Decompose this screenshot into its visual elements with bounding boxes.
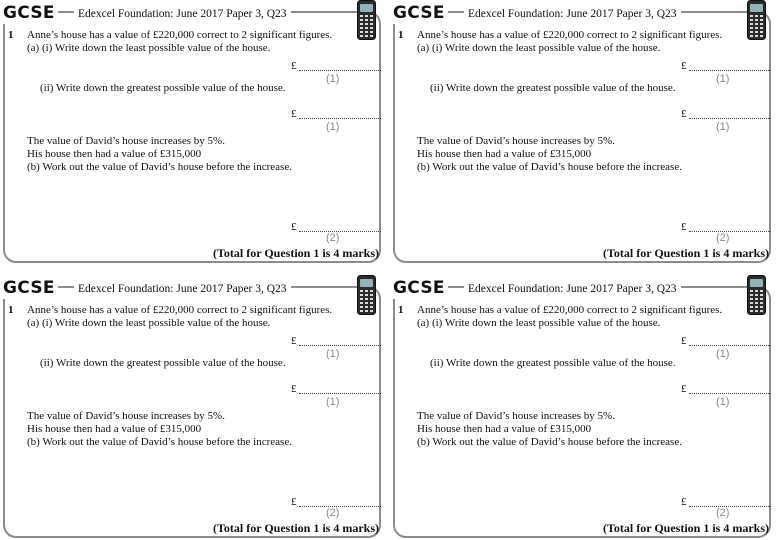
dotted-answer-line: [299, 506, 381, 507]
pound-sign: £: [291, 335, 297, 347]
dotted-answer-line: [689, 118, 771, 119]
question-intro: Anne’s house has a value of £220,000 correct to 2 significant figures.: [417, 304, 723, 316]
marks-a-i: (1): [716, 73, 730, 85]
part-a-i-prompt: (a) (i) Write down the least possible value of the house.: [27, 42, 271, 54]
answer-line-a-i[interactable]: [681, 60, 773, 73]
question-card: [0, 275, 383, 537]
answer-line-a-ii[interactable]: [681, 108, 773, 121]
marks-a-ii: (1): [716, 121, 730, 133]
total-marks: (Total for Question 1 is 4 marks): [602, 246, 769, 260]
context-new-value: His house then had a value of £315,000: [417, 148, 592, 160]
pound-sign: £: [681, 383, 687, 395]
answer-line-a-ii[interactable]: [291, 108, 383, 121]
pound-sign: £: [681, 108, 687, 120]
marks-b: (2): [716, 232, 730, 244]
dotted-answer-line: [299, 345, 381, 346]
pound-sign: £: [681, 60, 687, 72]
question-number: 1: [8, 304, 14, 316]
pound-sign: £: [681, 335, 687, 347]
total-marks: (Total for Question 1 is 4 marks): [212, 246, 379, 260]
dotted-answer-line: [689, 506, 771, 507]
marks-a-i: (1): [326, 348, 340, 360]
part-b-prompt: (b) Work out the value of David’s house before the increase.: [27, 161, 292, 173]
dotted-answer-line: [299, 393, 381, 394]
marks-a-i: (1): [716, 348, 730, 360]
dotted-answer-line: [299, 70, 381, 71]
total-marks: (Total for Question 1 is 4 marks): [212, 521, 379, 535]
pound-sign: £: [681, 221, 687, 233]
marks-b: (2): [716, 507, 730, 519]
exam-source: Edexcel Foundation: June 2017 Paper 3, Q23: [74, 6, 291, 22]
marks-a-ii: (1): [326, 121, 340, 133]
answer-line-a-i[interactable]: [681, 335, 773, 348]
question-card: [0, 0, 383, 262]
pound-sign: £: [291, 108, 297, 120]
total-marks: (Total for Question 1 is 4 marks): [602, 521, 769, 535]
question-intro: Anne’s house has a value of £220,000 correct to 2 significant figures.: [417, 29, 723, 41]
part-a-ii-prompt: (ii) Write down the greatest possible value of the house.: [40, 357, 286, 369]
context-increase: The value of David’s house increases by 5%.: [27, 135, 225, 147]
answer-line-a-ii[interactable]: [291, 383, 383, 396]
context-new-value: His house then had a value of £315,000: [27, 423, 202, 435]
gcse-title: GCSE: [2, 277, 58, 299]
part-b-prompt: (b) Work out the value of David’s house before the increase.: [417, 436, 682, 448]
calculator-icon: [357, 0, 376, 40]
context-increase: The value of David’s house increases by 5%.: [417, 135, 615, 147]
pound-sign: £: [291, 383, 297, 395]
answer-line-a-i[interactable]: [291, 60, 383, 73]
answer-line-a-ii[interactable]: [681, 383, 773, 396]
part-a-i-prompt: (a) (i) Write down the least possible value of the house.: [417, 317, 661, 329]
pound-sign: £: [291, 60, 297, 72]
question-intro: Anne’s house has a value of £220,000 correct to 2 significant figures.: [27, 304, 333, 316]
context-new-value: His house then had a value of £315,000: [27, 148, 202, 160]
dotted-answer-line: [689, 345, 771, 346]
marks-b: (2): [326, 232, 340, 244]
calculator-icon: [747, 0, 766, 40]
dotted-answer-line: [689, 231, 771, 232]
question-card: [390, 0, 773, 262]
marks-b: (2): [326, 507, 340, 519]
calculator-icon: [747, 275, 766, 315]
exam-source: Edexcel Foundation: June 2017 Paper 3, Q23: [464, 281, 681, 297]
dotted-answer-line: [689, 70, 771, 71]
question-number: 1: [398, 304, 404, 316]
exam-source: Edexcel Foundation: June 2017 Paper 3, Q23: [464, 6, 681, 22]
pound-sign: £: [291, 221, 297, 233]
gcse-title: GCSE: [2, 2, 58, 24]
question-number: 1: [8, 29, 14, 41]
pound-sign: £: [291, 496, 297, 508]
marks-a-i: (1): [326, 73, 340, 85]
pound-sign: £: [681, 496, 687, 508]
calculator-icon: [357, 275, 376, 315]
context-increase: The value of David’s house increases by 5%.: [27, 410, 225, 422]
dotted-answer-line: [299, 231, 381, 232]
question-card: [390, 275, 773, 537]
part-b-prompt: (b) Work out the value of David’s house before the increase.: [417, 161, 682, 173]
gcse-title: GCSE: [392, 2, 448, 24]
part-a-ii-prompt: (ii) Write down the greatest possible value of the house.: [430, 82, 676, 94]
dotted-answer-line: [689, 393, 771, 394]
part-a-i-prompt: (a) (i) Write down the least possible value of the house.: [417, 42, 661, 54]
gcse-title: GCSE: [392, 277, 448, 299]
context-increase: The value of David’s house increases by 5%.: [417, 410, 615, 422]
exam-source: Edexcel Foundation: June 2017 Paper 3, Q23: [74, 281, 291, 297]
answer-line-a-i[interactable]: [291, 335, 383, 348]
part-a-i-prompt: (a) (i) Write down the least possible value of the house.: [27, 317, 271, 329]
part-a-ii-prompt: (ii) Write down the greatest possible value of the house.: [40, 82, 286, 94]
part-b-prompt: (b) Work out the value of David’s house before the increase.: [27, 436, 292, 448]
marks-a-ii: (1): [716, 396, 730, 408]
part-a-ii-prompt: (ii) Write down the greatest possible value of the house.: [430, 357, 676, 369]
context-new-value: His house then had a value of £315,000: [417, 423, 592, 435]
marks-a-ii: (1): [326, 396, 340, 408]
question-number: 1: [398, 29, 404, 41]
dotted-answer-line: [299, 118, 381, 119]
question-intro: Anne’s house has a value of £220,000 correct to 2 significant figures.: [27, 29, 333, 41]
